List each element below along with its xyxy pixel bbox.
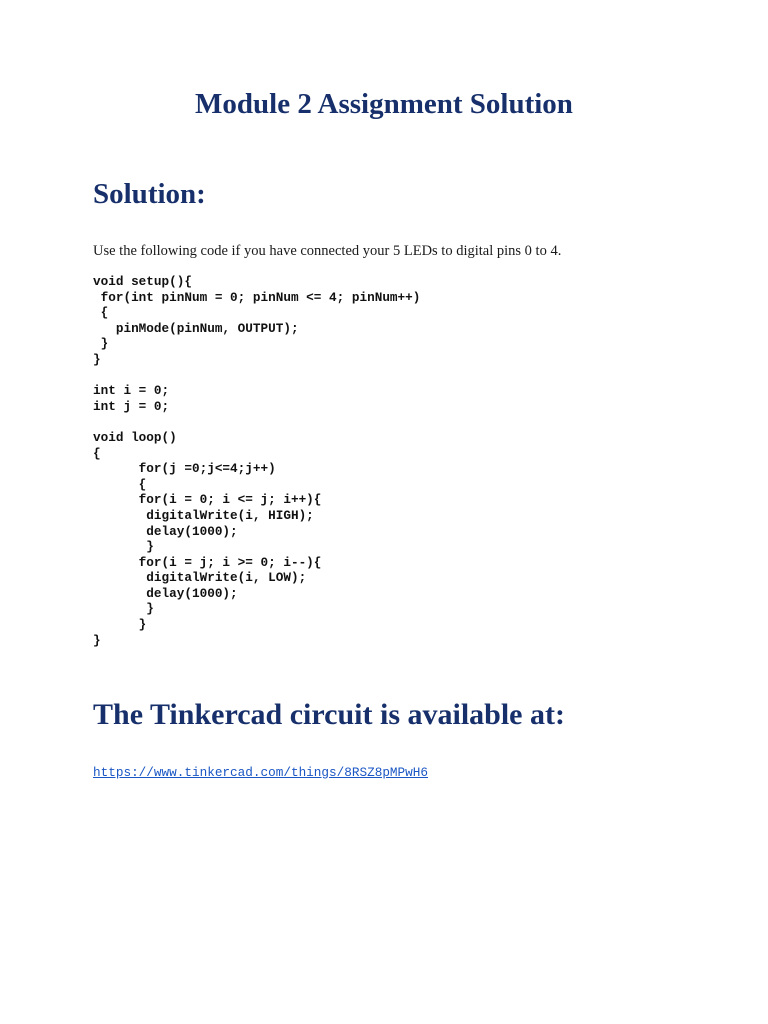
page-title: Module 2 Assignment Solution (195, 88, 573, 120)
code-line: digitalWrite(i, HIGH); (93, 507, 314, 523)
code-line: for(i = 0; i <= j; i++){ (93, 492, 322, 508)
intro-text: Use the following code if you have connected your 5 LEDs to digital pins 0 to 4. (93, 243, 562, 259)
code-line: } (93, 617, 147, 633)
code-line: pinMode(pinNum, OUTPUT); (93, 320, 299, 336)
code-line: } (93, 632, 101, 648)
code-line: { (93, 305, 109, 321)
code-line: { (93, 445, 101, 461)
code-line: digitalWrite(i, LOW); (93, 570, 307, 586)
solution-heading: Solution: (93, 178, 206, 210)
code-line: int i = 0; (93, 383, 170, 399)
code-line: void setup(){ (93, 274, 192, 289)
code-line: for(j =0;j<=4;j++) (93, 461, 276, 477)
code-line: } (93, 336, 109, 352)
code-line: } (93, 601, 154, 617)
code-line: { (93, 476, 147, 492)
code-block (93, 274, 420, 648)
code-line (93, 414, 420, 430)
code-line: delay(1000); (93, 585, 238, 601)
code-line: for(int pinNum = 0; pinNum <= 4; pinNum++) (93, 289, 421, 305)
code-line: delay(1000); (93, 523, 238, 539)
code-line: } (93, 351, 101, 367)
code-line: } (93, 539, 154, 555)
tinkercad-heading: The Tinkercad circuit is available at: (93, 698, 565, 731)
code-line: int j = 0; (93, 398, 170, 414)
tinkercad-link[interactable]: https://www.tinkercad.com/things/8RSZ8pMPwH6 (93, 765, 429, 780)
code-line: void loop() (93, 429, 177, 445)
code-line (93, 368, 420, 384)
code-line: for(i = j; i >= 0; i--){ (93, 554, 322, 570)
